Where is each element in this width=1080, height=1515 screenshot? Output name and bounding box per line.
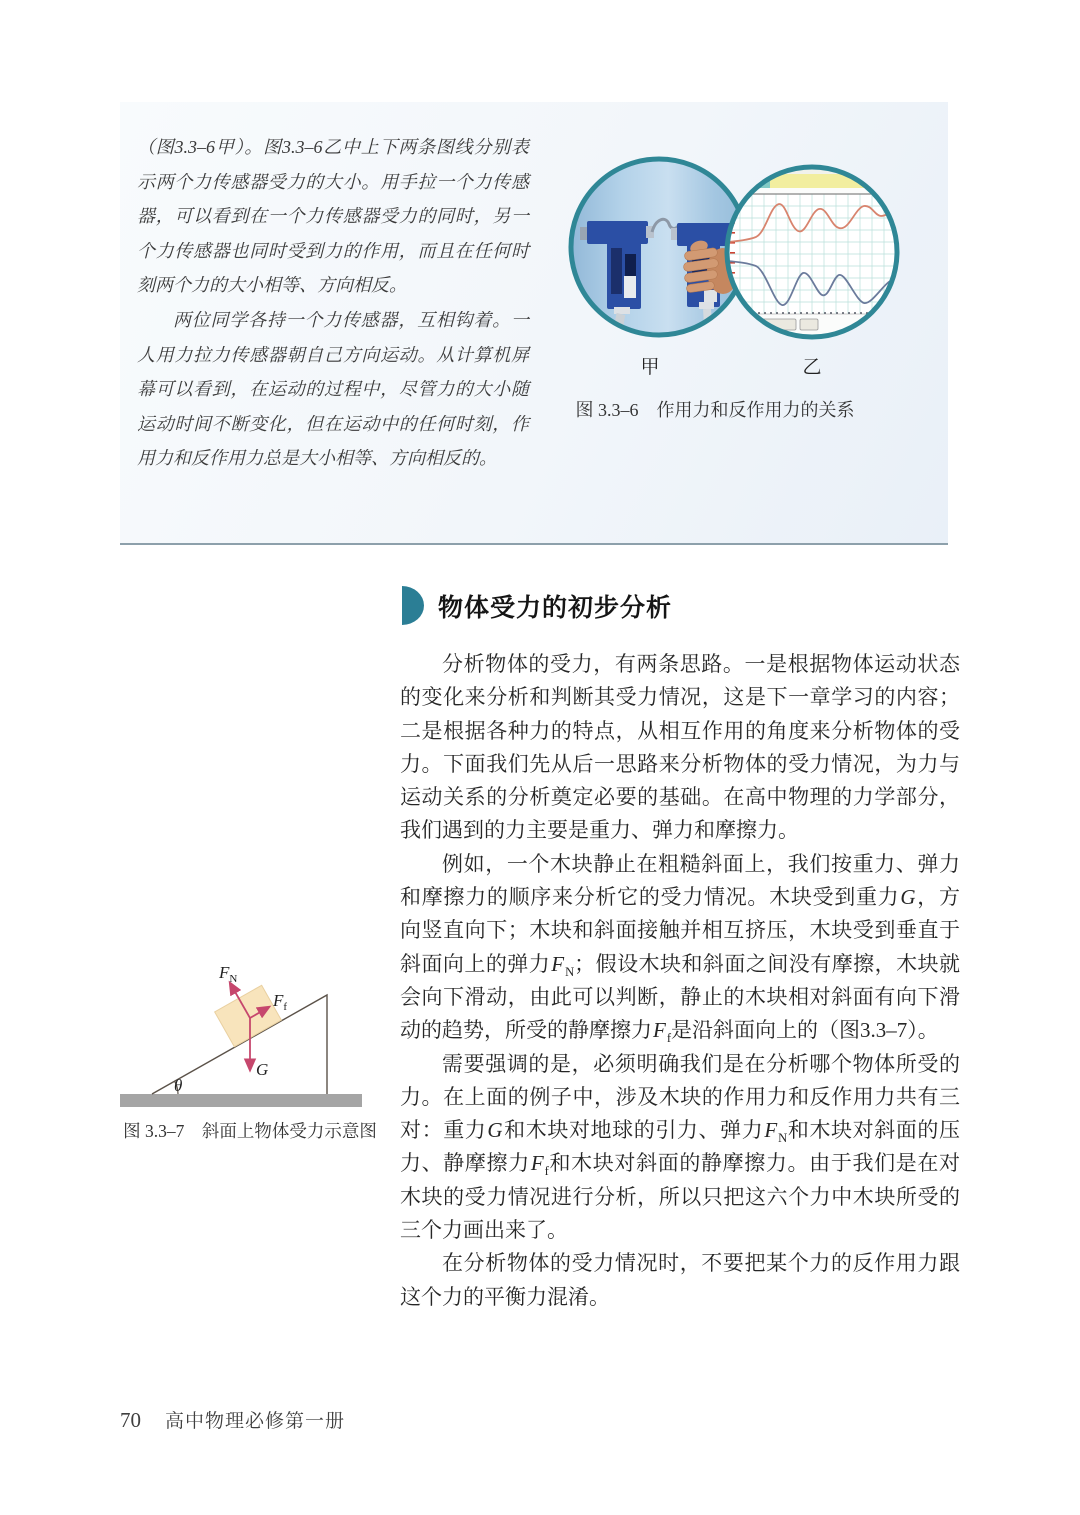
page-footer bbox=[120, 1406, 345, 1433]
body-paragraph-4: 在分析物体的受力情况时，不要把某个力的反作用力跟这个力的平衡力混淆。 bbox=[400, 1251, 960, 1309]
experiment-box bbox=[120, 102, 948, 545]
normal-force-label: $F_N$ bbox=[219, 963, 238, 985]
label-jia: 甲 bbox=[640, 357, 660, 378]
body-paragraph-2: 例如，一个木块静止在粗糙斜面上，我们按重力、弹力和摩擦力的顺序来分析它的受力情况。木块受到重力G，方向竖直向下；木块和斜面接触并相互挤压，木块受到垂直于斜面向上的弹力$F_N$；假设木块和斜面之间没有摩擦，木块就会向下滑动，由此可以判断，静止的木块相对斜面有向下滑动的趋势，所受的静摩擦力$F_f$是沿斜面向上的（图3.3–7）。 bbox=[400, 851, 961, 1046]
experiment-text bbox=[137, 130, 529, 476]
photo-force-graph bbox=[722, 162, 902, 347]
body-text bbox=[400, 648, 960, 1314]
ground bbox=[120, 1094, 362, 1107]
label-yi: 乙 bbox=[802, 357, 822, 378]
figure-3-3-7-caption: 图 3.3–7 斜面上物体受力示意图 bbox=[123, 1121, 377, 1141]
section-heading bbox=[402, 586, 672, 625]
experiment-paragraph-2: 两位同学各持一个力传感器，互相钩着。一人用力拉力传感器朝自己方向运动。从计算机屏幕可以看到，在运动的过程中，尽管力的大小随运动时间不断变化，但在运动中的任何时刻，作用力和反作用力总是大小相等、方向相反的。 bbox=[137, 309, 529, 469]
gravity-force-label: G bbox=[256, 1060, 269, 1079]
incline-diagram-svg bbox=[100, 920, 400, 1120]
friction-force-label: $F_f$ bbox=[273, 991, 288, 1013]
figure-3-3-6-caption: 图 3.3–6 作用力和反作用力的关系 bbox=[575, 400, 855, 420]
section-title: 物体受力的初步分析 bbox=[438, 593, 673, 622]
body-paragraph-1: 分析物体的受力，有两条思路。一是根据物体运动状态的变化来分析和判断其受力情况，这是下一章学习的内容；二是根据各种力的特点，从相互作用的角度来分析物体的受力。下面我们先从后一思路来分析物体的受力情况，为力与运动关系的分析奠定必要的基础。在高中物理的力学部分，我们遇到的力主要是重力、弹力和摩擦力。 bbox=[400, 652, 960, 843]
figure-3-3-7 bbox=[100, 920, 400, 1120]
book-title: 高中物理必修第一册 bbox=[165, 1411, 346, 1432]
section-marker-icon bbox=[402, 586, 424, 625]
body-paragraph-3: 需要强调的是，必须明确我们是在分析哪个物体所受的力。在上面的例子中，涉及木块的作用力和反作用力共有三对：重力G和木块对地球的引力、弹力$F_N$和木块对斜面的压力、静摩擦力$F_f$和木块对斜面的静摩擦力。由于我们是在对木块的受力情况进行分析，所以只把这六个力中木块所受的三个力画出来了。 bbox=[400, 1051, 961, 1243]
experiment-paragraph-1: （图3.3–6甲）。图3.3–6乙中上下两条图线分别表示两个力传感器受力的大小。用手拉一个力传感器，可以看到在一个力传感器受力的同时，另一个力传感器也同时受到力的作用，而且在任何时刻两个力的大小相等、方向相反。 bbox=[137, 137, 529, 296]
page-number: 70 bbox=[120, 1408, 141, 1432]
force-graph-svg bbox=[722, 162, 902, 342]
angle-label: θ bbox=[174, 1076, 183, 1095]
screen-title-bar bbox=[722, 174, 902, 188]
